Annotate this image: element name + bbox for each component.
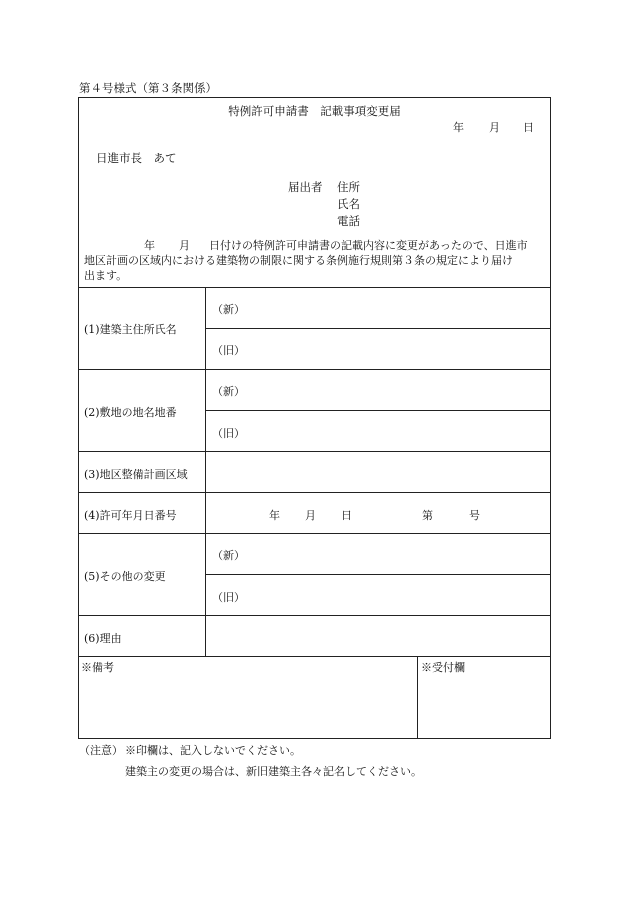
paragraph-line-3: 出ます。: [84, 269, 128, 282]
remarks-label: ※備考: [81, 661, 114, 674]
label-column-divider: [205, 287, 206, 656]
row2-divider: [205, 410, 551, 411]
row2-old-label: （旧）: [212, 427, 245, 440]
note-line-1: ※印欄は、記入しないでください。: [125, 744, 301, 757]
row-border-3: [78, 492, 551, 493]
row-label-4: (4)許可年月日番号: [84, 509, 177, 522]
notification-paragraph: [84, 238, 549, 283]
notifier-address: 住所: [337, 180, 360, 194]
paragraph-line-1: [84, 238, 549, 253]
row-border-6: [78, 656, 551, 657]
row-label-3: (3)地区整備計画区域: [84, 468, 188, 481]
row1-divider: [205, 328, 551, 329]
row-border-4: [78, 533, 551, 534]
row-border-1: [78, 369, 551, 370]
paragraph-line-1-text: 日付けの特例許可申請書の記載内容に変更があったので、日進市: [209, 239, 528, 252]
row1-old-label: （旧）: [212, 344, 245, 357]
note-line-2: 建築主の変更の場合は、新旧建築主各々記名してください。: [125, 765, 422, 778]
paragraph-year: 年: [144, 239, 155, 252]
row-label-1: (1)建築主住所氏名: [84, 323, 177, 336]
permit-year: 年: [269, 509, 280, 522]
date-month: 月: [489, 121, 500, 134]
table-top-border: [78, 287, 551, 288]
permit-day: 日: [341, 509, 352, 522]
paragraph-month: 月: [179, 239, 190, 252]
row-border-2: [78, 451, 551, 452]
date-day: 日: [523, 121, 534, 134]
row-label-5: (5)その他の変更: [84, 570, 166, 583]
notifier-label: 届出者: [288, 180, 323, 194]
row5-new-label: （新）: [212, 549, 245, 562]
row5-old-label: （旧）: [212, 591, 245, 604]
row-label-6: (6)理由: [84, 632, 122, 645]
row5-divider: [205, 574, 551, 575]
note-prefix: （注意）: [79, 744, 123, 757]
permit-number-prefix: 第: [422, 509, 433, 522]
row-border-5: [78, 615, 551, 616]
form-title: 特例許可申請書 記載事項変更届: [228, 104, 401, 118]
permit-number-suffix: 号: [469, 509, 480, 522]
paragraph-line-2: 地区計画の区域内における建築物の制限に関する条例施行規則第３条の規定により届け: [84, 254, 513, 267]
row2-new-label: （新）: [212, 385, 245, 398]
row1-new-label: （新）: [212, 303, 245, 316]
row-label-2: (2)敷地の地名地番: [84, 406, 177, 419]
notifier-phone: 電話: [337, 214, 360, 228]
reception-label: ※受付欄: [421, 661, 465, 674]
notifier-name: 氏名: [337, 197, 360, 211]
addressee: 日進市長 あて: [96, 151, 177, 165]
permit-month: 月: [305, 509, 316, 522]
form-number-label: 第４号様式（第３条関係）: [79, 81, 217, 95]
date-year: 年: [453, 121, 464, 134]
footer-column-divider: [417, 656, 418, 739]
